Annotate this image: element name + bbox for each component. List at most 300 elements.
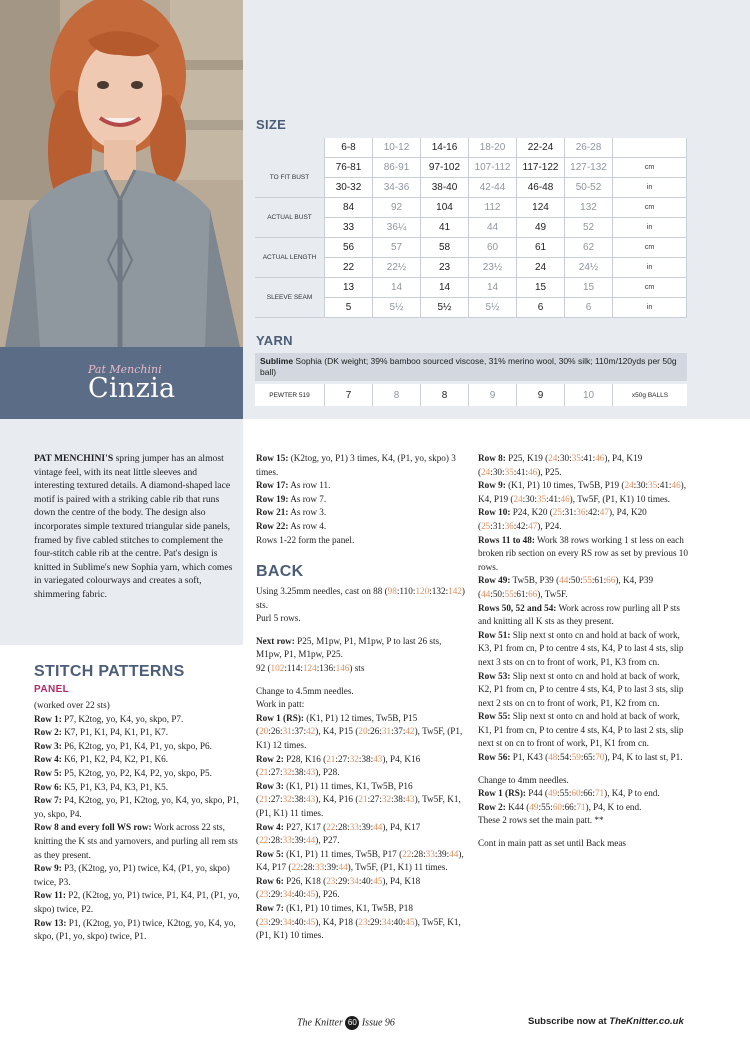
size-figure: 45: [306, 916, 316, 927]
pattern-title: Cinzia: [88, 373, 176, 404]
table-cell: 15: [565, 278, 613, 298]
table-cell: 41: [421, 218, 469, 238]
size-figure: 114: [286, 662, 301, 673]
size-figure: 98: [387, 586, 397, 596]
instruction-line: Change to 4mm needles.: [478, 774, 569, 785]
size-figure: 25: [552, 507, 562, 518]
size-figure: 38: [294, 794, 304, 805]
ball-count: 9: [517, 384, 565, 406]
size-figure: 23: [326, 875, 336, 886]
table-cell: 49: [517, 218, 565, 238]
table-cell: 60: [469, 238, 517, 258]
instruction-line: Using 3.25mm needles, cast on 88 (98:110:120:132:142) sts.: [256, 586, 465, 610]
column-2-back: [256, 585, 466, 943]
size-figure: 33: [425, 848, 435, 859]
row-label: Row 3:: [256, 780, 284, 791]
panel-heading: PANEL: [34, 684, 70, 695]
size-figure: 22: [259, 835, 269, 846]
table-cell: 86-91: [373, 158, 421, 178]
unit-cell: cm: [613, 158, 687, 178]
instruction-line: Row 1 (RS): (K1, P1) 12 times, Tw5B, P15 (20:26:31:37:42), K4, P15 (20:26:31:37:42), Tw5F, (P1, K1) 12 times.: [256, 712, 463, 750]
row-label: Rows 11 to 48:: [478, 534, 535, 545]
size-figure: 29: [337, 875, 348, 886]
yarn-quantity-table: [255, 384, 687, 406]
size-figure: 33: [349, 821, 359, 832]
size-figure: 44: [373, 821, 383, 832]
table-cell: 46-48: [517, 178, 565, 198]
unit-cell: cm: [613, 278, 687, 298]
ball-count: 7: [325, 384, 373, 406]
size-figure: 39: [294, 835, 304, 846]
table-cell: 56: [325, 238, 373, 258]
row-label: Row 3:: [34, 740, 62, 751]
table-cell: 44: [469, 218, 517, 238]
model-photo: [0, 0, 243, 347]
instruction-line: Row 7: (K1, P1) 10 times, K1, Tw5B, P18 (23:29:34:40:45), K4, P18 (23:29:34:40:45), Tw5F, K1, (P1, K1) 10 times.: [256, 903, 461, 941]
size-figure: 142: [448, 586, 462, 596]
size-figure: 42: [405, 726, 415, 737]
row-label: Row 2:: [478, 801, 506, 812]
row-label: Row 7:: [256, 903, 284, 914]
row-label: Row 2:: [256, 753, 284, 764]
website-link[interactable]: TheKnitter.co.uk: [609, 1016, 684, 1027]
size-figure: 120: [415, 586, 430, 596]
size-figure: 43: [306, 767, 316, 778]
size-figure: 132: [431, 586, 446, 596]
table-cell: 23½: [469, 258, 517, 278]
size-figure: 60: [571, 788, 581, 799]
table-cell: 14: [421, 278, 469, 298]
row-label: Row 1 (RS):: [478, 788, 526, 799]
size-figure: 34: [381, 916, 392, 927]
row-label: Row 4:: [256, 821, 284, 832]
size-figure: 55: [559, 788, 569, 799]
column-2-top: [256, 452, 466, 547]
size-figure: 38: [393, 794, 403, 805]
size-figure: 46: [560, 493, 570, 504]
size-figure: 39: [437, 848, 447, 859]
stitch-patterns-heading: STITCH PATTERNS: [34, 663, 185, 680]
size-figure: 25: [481, 520, 491, 531]
table-cell: 84: [325, 198, 373, 218]
row-label: SLEEVE SEAM: [255, 278, 325, 318]
instruction-line: These 2 rows set the main patt. **: [478, 815, 604, 826]
footer-magazine: [297, 1016, 395, 1030]
ball-count: 10: [565, 384, 613, 406]
instruction-line: Row 11: P2, (K2tog, yo, P1) twice, P1, K4, P1, (P1, yo, skpo) twice, P2.: [34, 890, 240, 914]
size-figure: 61: [594, 575, 604, 586]
size-figure: 71: [594, 788, 605, 799]
size-figure: 55: [541, 801, 551, 812]
size-header: 26-28: [565, 138, 613, 158]
column-1: [34, 699, 240, 944]
size-figure: 21: [259, 767, 269, 778]
table-cell: 112: [469, 198, 517, 218]
ball-count: 8: [421, 384, 469, 406]
row-label: Row 8 and every foll WS row:: [34, 822, 152, 833]
instruction-line: Row 17: As row 11.: [256, 480, 331, 491]
size-figure: 23: [259, 916, 269, 927]
unit-cell: in: [613, 298, 687, 318]
instruction-line: Rows 1-22 form the panel.: [256, 534, 355, 545]
size-figure: 33: [314, 862, 325, 873]
size-figure: 29: [270, 916, 280, 927]
table-cell: 14: [373, 278, 421, 298]
size-figure: 60: [552, 801, 562, 812]
size-figure: 50: [492, 588, 502, 599]
size-figure: 44: [449, 848, 459, 859]
intro-body: spring jumper has an almost vintage feel, with its neat little sleeves and interesting textured details. A diamond-shaped lace motif is paired with a striking cable rib that runs down the centre of the body. The design also incorporates simple textured triangular side panels, framed by five cabled stitches to complement the four-stitch cable rib at the centre. Pat's design is knitted in Sublime's new Sophia yarn, which comes in variegated colourways and creates a soft, shimmering fabric.: [34, 453, 233, 600]
size-figure: 44: [338, 862, 348, 873]
size-figure: 49: [529, 801, 539, 812]
size-figure: 32: [282, 767, 292, 778]
size-figure: 43: [373, 753, 383, 764]
instruction-line: Row 21: As row 3.: [256, 507, 327, 518]
ball-count: 8: [373, 384, 421, 406]
size-figure: 38: [294, 767, 304, 778]
row-label: Row 17:: [256, 480, 289, 491]
row-label: Row 55:: [478, 711, 511, 722]
unit-cell: in: [613, 218, 687, 238]
unit-cell: in: [613, 178, 687, 198]
size-figure: 28: [413, 848, 424, 859]
table-cell: 6: [565, 298, 613, 318]
size-figure: 21: [326, 753, 336, 764]
table-cell: 50-52: [565, 178, 613, 198]
instruction-line: Rows 11 to 48: Work 38 rows working 1 st less on each broken rib section on every RS row as set by previous 10 rows.: [478, 534, 688, 572]
size-header: 22-24: [517, 138, 565, 158]
row-label: Row 10:: [478, 507, 511, 518]
size-header-blank: [613, 138, 687, 158]
instruction-line: Row 3: P6, K2tog, yo, P1, K4, P1, yo, skpo, P6.: [34, 740, 212, 751]
size-figure: 27: [270, 767, 280, 778]
size-figure: 44: [306, 835, 316, 846]
size-figure: 54: [559, 752, 570, 763]
size-header: 18-20: [469, 138, 517, 158]
instruction-line: Row 2: K44 (49:55:60:66:71), P4, K to end.: [478, 801, 642, 812]
size-figure: 47: [599, 507, 609, 518]
size-figure: 33: [282, 835, 292, 846]
instruction-line: Row 9: P3, (K2tog, yo, P1) twice, K4, (P1, yo, skpo) twice, P3.: [34, 863, 230, 887]
size-figure: 20: [358, 726, 368, 737]
size-figure: 24: [481, 466, 491, 477]
row-label: Row 56:: [478, 752, 511, 763]
table-cell: 24½: [565, 258, 613, 278]
row-label: Row 5:: [256, 848, 284, 859]
size-figure: 35: [571, 453, 581, 463]
instruction-line: Change to 4.5mm needles.: [256, 685, 354, 696]
instruction-line: Work in patt:: [256, 699, 305, 710]
row-label: Row 6:: [256, 875, 284, 886]
table-cell: 92: [373, 198, 421, 218]
instruction-line: Row 13: P1, (K2tog, yo, P1) twice, K2tog, yo, K4, yo, skpo, (P1, yo, skpo) twice, P1.: [34, 917, 236, 942]
size-figure: 55: [504, 588, 514, 599]
size-figure: 29: [370, 916, 380, 927]
table-cell: 5½: [469, 298, 517, 318]
size-figure: 30: [525, 493, 535, 504]
instruction-line: (worked over 22 sts): [34, 700, 110, 710]
size-figure: 34: [282, 889, 292, 900]
intro-lead: PAT MENCHINI'S: [34, 453, 114, 464]
size-figure: 32: [282, 794, 292, 805]
table-cell: 61: [517, 238, 565, 258]
row-label: Row 21:: [256, 507, 289, 518]
yarn-description: [255, 353, 687, 381]
table-cell: 117-122: [517, 158, 565, 178]
size-figure: 146: [335, 662, 350, 673]
balls-unit: x50g BALLS: [631, 391, 669, 399]
size-figure: 27: [370, 794, 380, 805]
instruction-line: Row 51: Slip next st onto cn and hold at back of work, K3, P1 from cn, P to centre 4 sts, K4, P to last 4 sts, slip next 3 sts on cn to front of work, P1, K3 from cn.: [478, 629, 684, 667]
table-cell: 76-81: [325, 158, 373, 178]
yarn-shade: PEWTER 519: [255, 384, 325, 406]
instruction-line: Row 15: (K2tog, yo, P1) 3 times, K4, (P1, yo, skpo) 3 times.: [256, 453, 456, 477]
table-cell: 33: [325, 218, 373, 238]
size-figure: 42: [306, 726, 316, 737]
row-label: Row 9:: [478, 480, 506, 491]
footer-subscribe: [528, 1016, 684, 1027]
table-cell: 15: [517, 278, 565, 298]
row-label: Row 5:: [34, 767, 62, 778]
row-label: Row 8:: [478, 453, 506, 463]
size-figure: 24: [548, 453, 558, 463]
size-figure: 45: [373, 875, 383, 886]
size-figure: 66: [583, 788, 593, 799]
row-label: Row 13:: [34, 917, 67, 928]
row-label: Next row:: [256, 635, 295, 646]
row-label: Row 53:: [478, 670, 511, 681]
size-figure: 26: [270, 726, 280, 737]
instruction-line: Row 6: P26, K18 (23:29:34:40:45), P4, K18 (23:29:34:40:45), P26.: [256, 875, 421, 900]
table-cell: 97-102: [421, 158, 469, 178]
size-figure: 22: [291, 862, 301, 873]
row-label: ACTUAL LENGTH: [255, 238, 325, 278]
instruction-line: Row 3: (K1, P1) 11 times, K1, Tw5B, P16 (21:27:32:38:43), K4, P16 (21:27:32:38:43), Tw5F, K1, (P1, K1) 11 times.: [256, 780, 461, 818]
row-label: ACTUAL BUST: [255, 198, 325, 238]
size-figure: 22: [326, 821, 336, 832]
size-figure: 29: [270, 889, 280, 900]
table-cell: 5½: [373, 298, 421, 318]
unit-cell: in: [613, 258, 687, 278]
size-figure: 45: [405, 916, 415, 927]
size-figure: 66: [564, 801, 574, 812]
table-cell: 22: [325, 258, 373, 278]
table-cell: 132: [565, 198, 613, 218]
column-3: [478, 452, 688, 851]
table-cell: 104: [421, 198, 469, 218]
row-label: Row 6:: [34, 781, 62, 792]
size-figure: 40: [294, 916, 304, 927]
size-figure: 22: [402, 848, 412, 859]
yarn-brand: Sublime: [260, 356, 294, 366]
size-figure: 41: [659, 480, 669, 491]
size-figure: 50: [570, 575, 581, 586]
size-figure: 49: [547, 788, 558, 799]
size-figure: 110: [399, 586, 413, 596]
size-figure: 31: [282, 726, 292, 737]
size-figure: 23: [358, 916, 368, 927]
size-figure: 21: [259, 794, 269, 805]
size-figure: 40: [361, 875, 371, 886]
size-figure: 46: [671, 480, 681, 491]
size-figure: 40: [393, 916, 403, 927]
size-figure: 31: [381, 726, 392, 737]
unit-cell: cm: [613, 198, 687, 218]
unit-cell: cm: [613, 238, 687, 258]
table-cell: 24: [517, 258, 565, 278]
row-label: Row 1:: [34, 713, 62, 724]
paragraph-gap: [256, 626, 466, 635]
table-cell: 127-132: [565, 158, 613, 178]
instruction-line: Row 55: Slip next st onto cn and hold at back of work, K1, P1 from cn, P to centre 4 sts, K4, P to last 2 sts, slip next st on cn to front of work, P1, K1 from cn.: [478, 711, 684, 749]
model-illustration: [0, 0, 243, 347]
row-label: Rows 50, 52 and 54:: [478, 602, 557, 613]
size-figure: 48: [548, 752, 558, 763]
size-figure: 38: [361, 753, 371, 764]
instruction-line: Row 53: Slip next st onto cn and hold at back of work, K2, P1 from cn, P to centre 4 sts, K4, P to last 3 sts, slip next 2 sts on cn to front of work, P1, K2 from cn.: [478, 670, 684, 708]
row-label: Row 2:: [34, 727, 62, 738]
page-number: 60: [345, 1016, 359, 1030]
row-label: TO FIT BUST: [255, 158, 325, 198]
size-figure: 41: [516, 466, 526, 477]
size-header: 14-16: [421, 138, 469, 158]
instruction-line: Row 8: P25, K19 (24:30:35:41:46), P4, K19 (24:30:35:41:46), P25.: [478, 453, 643, 477]
row-label: Row 19:: [256, 493, 289, 504]
instruction-line: Row 56: P1, K43 (48:54:59:65:70), P4, K to last st, P1.: [478, 752, 683, 763]
instruction-line: Row 4: K6, P1, K2, P4, K2, P1, K6.: [34, 754, 169, 765]
table-cell: 52: [565, 218, 613, 238]
size-figure: 34: [349, 875, 359, 886]
size-figure: 42: [516, 520, 526, 531]
table-cell: 22½: [373, 258, 421, 278]
size-figure: 65: [583, 752, 593, 763]
size-figure: 45: [306, 889, 316, 900]
size-figure: 44: [559, 575, 569, 586]
size-figure: 28: [337, 821, 348, 832]
yarn-heading: YARN: [256, 333, 293, 348]
table-cell: 30-32: [325, 178, 373, 198]
size-figure: 32: [349, 753, 359, 764]
instruction-line: Row 2: K7, P1, K1, P4, K1, P1, K7.: [34, 727, 169, 738]
size-figure: 70: [595, 752, 605, 763]
size-figure: 27: [337, 753, 348, 764]
size-figure: 27: [270, 794, 280, 805]
instruction-line: Row 1: P7, K2tog, yo, K4, yo, skpo, P7.: [34, 713, 184, 724]
table-cell: 13: [325, 278, 373, 298]
instruction-line: Row 8 and every foll WS row: Work across 22 sts, knitting the K sts and yarnovers, and purling all rem sts as they present.: [34, 822, 238, 860]
size-figure: 39: [326, 862, 336, 873]
size-figure: 31: [564, 507, 574, 518]
instruction-line: Row 19: As row 7.: [256, 493, 327, 504]
size-figure: 124: [302, 662, 317, 673]
instruction-line: Row 49: Tw5B, P39 (44:50:55:61:66), K4, P39 (44:50:55:61:66), Tw5F.: [478, 575, 654, 599]
table-cell: 5: [325, 298, 373, 318]
table-cell: 57: [373, 238, 421, 258]
size-figure: 30: [636, 480, 646, 491]
size-figure: 39: [361, 821, 371, 832]
size-figure: 28: [270, 835, 280, 846]
size-figure: 66: [528, 588, 538, 599]
size-figure: 37: [294, 726, 304, 737]
size-header: 10-12: [373, 138, 421, 158]
table-cell: 124: [517, 198, 565, 218]
size-figure: 36: [576, 507, 586, 518]
size-figure: 41: [548, 493, 558, 504]
instruction-line: Row 6: K5, P1, K3, P4, K3, P1, K5.: [34, 781, 169, 792]
row-label: Row 7:: [34, 795, 62, 806]
size-figure: 26: [370, 726, 380, 737]
instruction-line: Cont in main patt as set until Back meas: [478, 838, 626, 849]
designer-name: Pat Menchini: [88, 363, 162, 376]
size-figure: 35: [536, 493, 547, 504]
row-label: Row 49:: [478, 575, 511, 586]
instruction-line: Row 9: (K1, P1) 10 times, Tw5B, P19 (24:30:35:41:46), K4, P19 (24:30:35:41:46), Tw5F, (P1, K1) 10 times.: [478, 480, 687, 504]
instruction-line: Row 1 (RS): P44 (49:55:60:66:71), K4, P to end.: [478, 788, 660, 799]
size-figure: 55: [582, 575, 592, 586]
size-figure: 24: [624, 480, 634, 491]
table-cell: 42-44: [469, 178, 517, 198]
size-figure: 30: [492, 466, 502, 477]
table-cell: 5½: [421, 298, 469, 318]
instruction-line: Row 22: As row 4.: [256, 520, 327, 531]
paragraph-gap: [256, 676, 466, 685]
size-header: 6-8: [325, 138, 373, 158]
size-figure: 44: [481, 588, 491, 599]
size-figure: 40: [294, 889, 304, 900]
size-figure: 35: [504, 466, 514, 477]
size-figure: 20: [259, 726, 269, 737]
size-figure: 28: [303, 862, 313, 873]
size-figure: 61: [516, 588, 526, 599]
size-figure: 32: [381, 794, 392, 805]
table-cell: 62: [565, 238, 613, 258]
size-figure: 136: [319, 662, 334, 673]
table-cell: 58: [421, 238, 469, 258]
ball-count: 9: [469, 384, 517, 406]
subscribe-text: Subscribe now at: [528, 1016, 607, 1027]
size-figure: 21: [358, 794, 368, 805]
row-label: Row 9:: [34, 863, 62, 874]
intro-text: [34, 452, 238, 602]
issue-number: Issue 96: [361, 1017, 395, 1029]
paragraph-gap: [478, 765, 688, 774]
size-figure: 36: [504, 520, 514, 531]
instruction-line: Row 5: (K1, P1) 11 times, Tw5B, P17 (22:28:33:39:44), K4, P17 (22:28:33:39:44), Tw5F, (P1, K1) 11 times.: [256, 848, 464, 873]
table-cell: 38-40: [421, 178, 469, 198]
instruction-line: Row 5: P5, K2tog, yo, P2, K4, P2, yo, skpo, P5.: [34, 767, 212, 778]
size-figure: 59: [571, 752, 581, 763]
instruction-line: Next row: P25, M1pw, P1, M1pw, P to last 26 sts, M1pw, P1, M1pw, P25.: [256, 635, 442, 660]
instruction-line: Rows 50, 52 and 54: Work across row purling all P sts and knitting all K sts as they present.: [478, 602, 680, 627]
size-figure: 34: [282, 916, 292, 927]
size-figure: 43: [306, 794, 316, 805]
table-cell: 6: [517, 298, 565, 318]
size-table: [255, 138, 687, 319]
size-heading: SIZE: [256, 117, 287, 132]
size-figure: 47: [528, 520, 538, 531]
size-figure: 35: [647, 480, 658, 491]
instruction-line: Purl 5 rows.: [256, 613, 301, 624]
instruction-line: Row 2: P28, K16 (21:27:32:38:43), P4, K16 (21:27:32:38:43), P28.: [256, 753, 421, 778]
table-cell: 14: [469, 278, 517, 298]
size-figure: 31: [492, 520, 502, 531]
paragraph-gap: [478, 828, 688, 837]
instruction-line: Row 10: P24, K20 (25:31:36:42:47), P4, K20 (25:31:36:42:47), P24.: [478, 507, 647, 531]
magazine-name: The Knitter: [297, 1017, 343, 1029]
row-label: Row 4:: [34, 754, 62, 765]
yarn-details: Sophia (DK weight; 39% bamboo sourced viscose, 31% merino wool, 30% silk; 110m/120yds per 50g ball): [260, 356, 677, 377]
size-figure: 42: [588, 507, 598, 518]
